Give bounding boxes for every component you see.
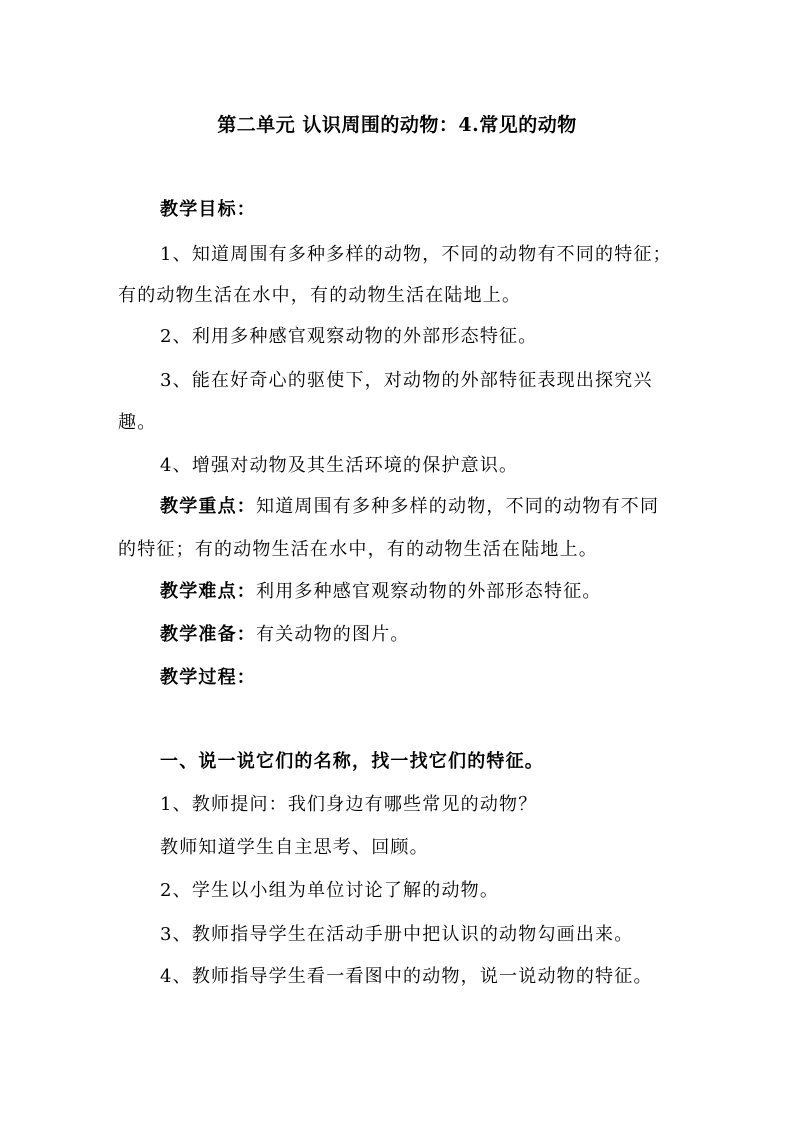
step-1-note: 教师知道学生自主思考、回顾。 — [160, 837, 429, 858]
objectives-heading: 教学目标： — [160, 199, 256, 220]
difficulty-label: 教学难点： — [160, 581, 256, 602]
objective-2: 2、利用多种感官观察动物的外部形态特征。 — [160, 326, 538, 347]
preparation-label: 教学准备： — [160, 624, 256, 645]
objective-3-line-1: 3、能在好奇心的驱使下，对动物的外部特征表现出探究兴 — [160, 370, 653, 391]
difficulty-text: 利用多种感官观察动物的外部形态特征。 — [256, 581, 602, 602]
key-points-label: 教学重点： — [160, 496, 256, 517]
step-2: 2、学生以小组为单位讨论了解的动物。 — [160, 880, 500, 901]
difficulty-paragraph — [160, 577, 760, 607]
key-points-paragraph — [160, 492, 760, 522]
objective-4: 4、增强对动物及其生活环境的保护意识。 — [160, 455, 519, 476]
step-3: 3、教师指导学生在活动手册中把认识的动物勾画出来。 — [160, 924, 634, 945]
objective-3-line-2: 趣。 — [118, 412, 157, 433]
step-4: 4、教师指导学生看一看图中的动物，说一说动物的特征。 — [160, 966, 653, 987]
key-points-text-line-1: 知道周围有多种多样的动物，不同的动物有不同 — [256, 496, 660, 517]
objective-1-line-2: 有的动物生活在水中，有的动物生活在陆地上。 — [118, 285, 522, 306]
process-heading: 教学过程： — [160, 667, 256, 688]
preparation-text: 有关动物的图片。 — [256, 624, 410, 645]
step-1: 1、教师提问：我们身边有哪些常见的动物？ — [160, 794, 538, 815]
objective-1-line-1: 1、知道周围有多种多样的动物，不同的动物有不同的特征； — [160, 244, 672, 265]
document-title: 第二单元 认识周围的动物：4.常见的动物 — [217, 114, 577, 136]
key-points-text-line-2: 的特征；有的动物生活在水中，有的动物生活在陆地上。 — [118, 539, 598, 560]
preparation-paragraph — [160, 620, 760, 650]
section-1-heading: 一、说一说它们的名称，找一找它们的特征。 — [160, 751, 544, 772]
